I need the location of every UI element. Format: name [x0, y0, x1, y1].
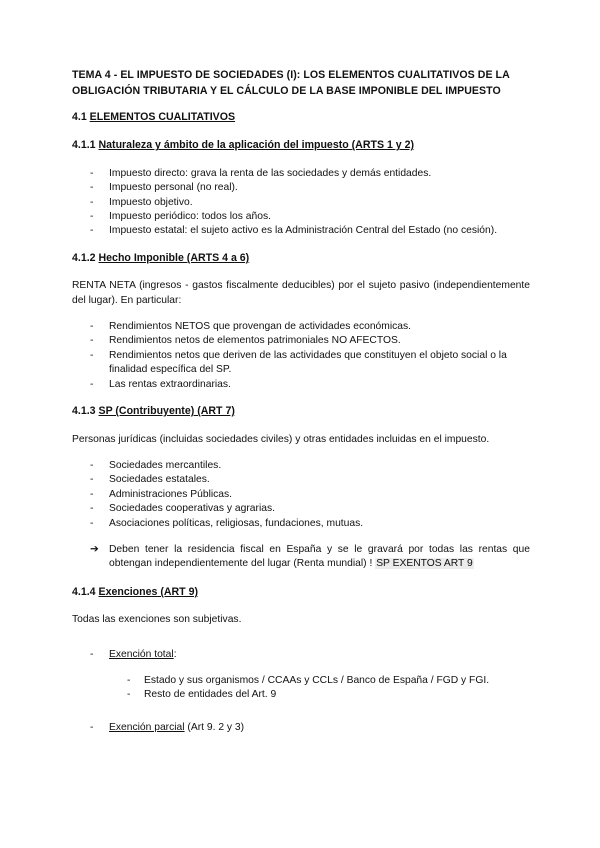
- section-number: 4.1.4: [72, 585, 99, 598]
- exencion-total-suffix: :: [173, 648, 177, 660]
- exencion-total-item: [72, 648, 530, 662]
- exencion-parcial-label: Exención parcial: [109, 721, 185, 733]
- list-item: - Impuesto objetivo.: [72, 196, 530, 210]
- list-item: - Administraciones Públicas.: [72, 488, 530, 502]
- document-title: TEMA 4 - EL IMPUESTO DE SOCIEDADES (I): LOS ELEMENTOS CUALITATIVOS DE LA OBLIGACIÓN TRIBUTARIA Y EL CÁLCULO DE LA BASE IMPONIBLE DEL IMPUESTO: [72, 69, 510, 97]
- arrow-icon: ➔: [90, 543, 99, 555]
- list-item: - Sociedades mercantiles.: [72, 459, 530, 473]
- exenciones-list: [72, 648, 530, 662]
- section-4-1-2-heading: [72, 251, 530, 265]
- list-item: - Sociedades estatales.: [72, 473, 530, 487]
- list-item: - Impuesto directo: grava la renta de las sociedades y demás entidades.: [72, 167, 530, 181]
- list-item: - Resto de entidades del Art. 9: [72, 688, 530, 702]
- residencia-note: [72, 543, 530, 572]
- sp-exentos-highlight: SP EXENTOS ART 9: [376, 558, 473, 570]
- section-4-1-4-heading: [72, 585, 530, 599]
- list-item: - Las rentas extraordinarias.: [72, 378, 530, 392]
- section-4-1-3-heading: [72, 404, 530, 418]
- exenciones-intro: Todas las exenciones son subjetivas.: [72, 614, 242, 626]
- list-item: - Impuesto personal (no real).: [72, 181, 530, 195]
- naturaleza-list: [72, 167, 530, 239]
- section-title: ELEMENTOS CUALITATIVOS: [89, 111, 236, 123]
- list-item: - Sociedades cooperativas y agrarias.: [72, 502, 530, 516]
- exencion-total-sublist: [72, 674, 530, 703]
- list-item: - Estado y sus organismos / CCAAs y CCLs / Banco de España / FGD y FGI.: [72, 674, 530, 688]
- exencion-total-label: Exención total: [109, 648, 174, 660]
- hecho-imponible-list: [72, 320, 530, 392]
- section-4-1-heading: [72, 110, 530, 124]
- section-number: 4.1.1: [72, 139, 99, 152]
- list-item: - Rendimientos netos de elementos patrimoniales NO AFECTOS.: [72, 334, 530, 348]
- section-title: Exenciones (ART 9): [98, 585, 199, 598]
- list-item: - Impuesto estatal: el sujeto activo es la Administración Central del Estado (no cesión).: [72, 224, 530, 238]
- contribuyente-list: [72, 459, 530, 531]
- section-title: Hecho Imponible (ARTS 4 a 6): [98, 251, 250, 264]
- section-4-1-1-heading: [72, 138, 530, 152]
- list-item: - Impuesto periódico: todos los años.: [72, 210, 530, 224]
- section-number: 4.1: [72, 111, 90, 123]
- section-title: Naturaleza y ámbito de la aplicación del impuesto (ARTS 1 y 2): [98, 139, 415, 152]
- residencia-text: Deben tener la residencia fiscal en España y se le gravará por todas las rentas que obtengan independientemente del lugar (Renta mundial) !: [109, 543, 530, 570]
- exencion-parcial-suffix: (Art 9. 2 y 3): [184, 721, 245, 733]
- list-item: - Asociaciones políticas, religiosas, fundaciones, mutuas.: [72, 517, 530, 531]
- section-title: SP (Contribuyente) (ART 7): [98, 405, 235, 418]
- section-number: 4.1.3: [72, 405, 99, 418]
- contribuyente-intro: Personas jurídicas (incluidas sociedades civiles) y otras entidades incluidas en el impuesto.: [72, 433, 490, 445]
- exencion-parcial-list: [72, 721, 530, 735]
- hecho-imponible-intro: RENTA NETA (ingresos - gastos fiscalmente deducibles) por el sujeto pasivo (independientemente del lugar). En particular:: [72, 280, 530, 306]
- section-number: 4.1.2: [72, 251, 99, 264]
- list-item: - Rendimientos NETOS que provengan de actividades económicas.: [72, 320, 530, 334]
- list-item: - Rendimientos netos que deriven de las actividades que constituyen el objeto social o la finalidad específica del SP.: [72, 349, 530, 378]
- exencion-parcial-item: [72, 721, 530, 735]
